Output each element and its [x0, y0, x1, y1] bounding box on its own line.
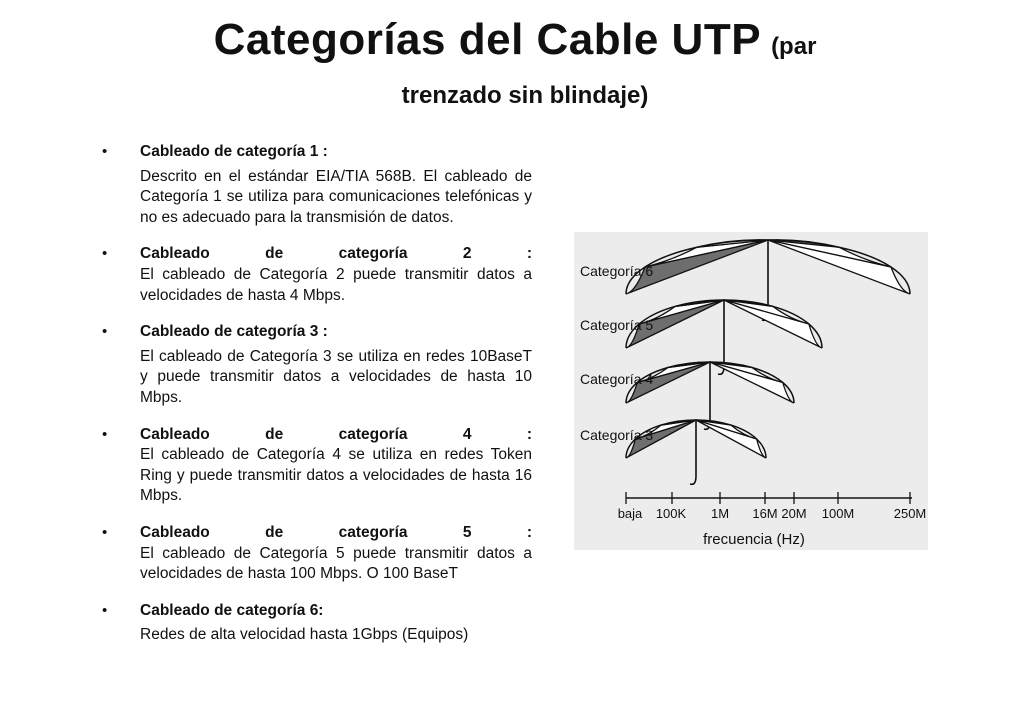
frequency-axis — [626, 492, 912, 504]
bullet-dot-icon: • — [102, 143, 108, 160]
bullet-dot-icon: • — [102, 425, 108, 443]
bullet-heading: Cableado de categoría 1 : — [140, 143, 328, 160]
title-subtitle-part1: (par — [771, 33, 817, 60]
tick-label-baja: baja — [617, 506, 643, 521]
label-categoria-3: Categoría 3 — [580, 427, 654, 443]
label-categoria-5: Categoría 5 — [580, 317, 654, 333]
bullet-dot-icon: • — [102, 245, 108, 263]
bullet-category-6 — [102, 601, 532, 646]
bullet-dot-icon: • — [102, 523, 108, 541]
title-subtitle-part2: trenzado sin blindaje) — [401, 82, 649, 109]
label-categoria-6: Categoría 6 — [580, 263, 654, 279]
tick-label-100k: 100K — [655, 506, 687, 521]
bullet-text: Descrito en el estándar EIA/TIA 568B. El cableado de Categoría 1 se utiliza para comunicaciones telefónicas y no es adecuado para la transmisión de datos. — [140, 167, 532, 226]
tick-labels — [618, 506, 927, 521]
title-main: Categorías del Cable UTP — [213, 15, 762, 64]
tick-label-20m: 20M — [781, 506, 807, 521]
bullet-dot-icon: • — [102, 601, 108, 619]
bullet-text: El cableado de Categoría 4 se utiliza en redes Token Ring y puede transmitir datos a velocidades de hasta 16 Mbps. — [140, 446, 532, 505]
bullet-category-4 — [102, 425, 532, 507]
label-categoria-4: Categoría 4 — [580, 371, 654, 387]
tick-label-100m: 100M — [821, 506, 855, 521]
bullet-heading: Cableado de categoría 6: — [140, 601, 324, 619]
bullet-category-2 — [102, 244, 532, 306]
bullet-category-5 — [102, 523, 532, 585]
umbrella-frequency-figure — [574, 232, 928, 550]
bullet-heading: Cableado de categoría 3 : — [140, 323, 328, 341]
tick-label-1m: 1M — [710, 506, 730, 521]
bullet-text: El cableado de Categoría 3 se utiliza en redes 10BaseT y puede transmitir datos a velocidades de hasta 10 Mbps. — [140, 347, 532, 406]
umbrellas-group — [626, 240, 910, 485]
bullet-text: Redes de alta velocidad hasta 1Gbps (Equipos) — [140, 626, 469, 644]
umbrella-handle-icon — [690, 476, 696, 484]
bullet-heading: Cableado de categoría 5 : — [140, 523, 532, 541]
bullet-category-3 — [102, 322, 532, 408]
umbrella-diagram — [574, 232, 928, 550]
bullet-heading: Cableado de categoría 2 : — [140, 245, 532, 263]
category-list — [102, 142, 532, 646]
bullet-dot-icon: • — [102, 323, 108, 341]
bullet-text: El cableado de Categoría 5 puede transmitir datos a velocidades de hasta 100 Mbps. O 100 BaseT — [140, 544, 532, 583]
category-labels — [580, 263, 653, 443]
tick-label-16m: 16M — [752, 506, 778, 521]
bullet-text: El cableado de Categoría 2 puede transmitir datos a velocidades de hasta 4 Mbps. — [140, 265, 532, 304]
bullet-heading: Cableado de categoría 4 : — [140, 425, 532, 443]
tick-label-250m: 250M — [893, 506, 927, 521]
slide-title — [0, 15, 1030, 64]
bullet-category-1 — [102, 142, 532, 228]
axis-title: frecuencia (Hz) — [703, 531, 805, 548]
